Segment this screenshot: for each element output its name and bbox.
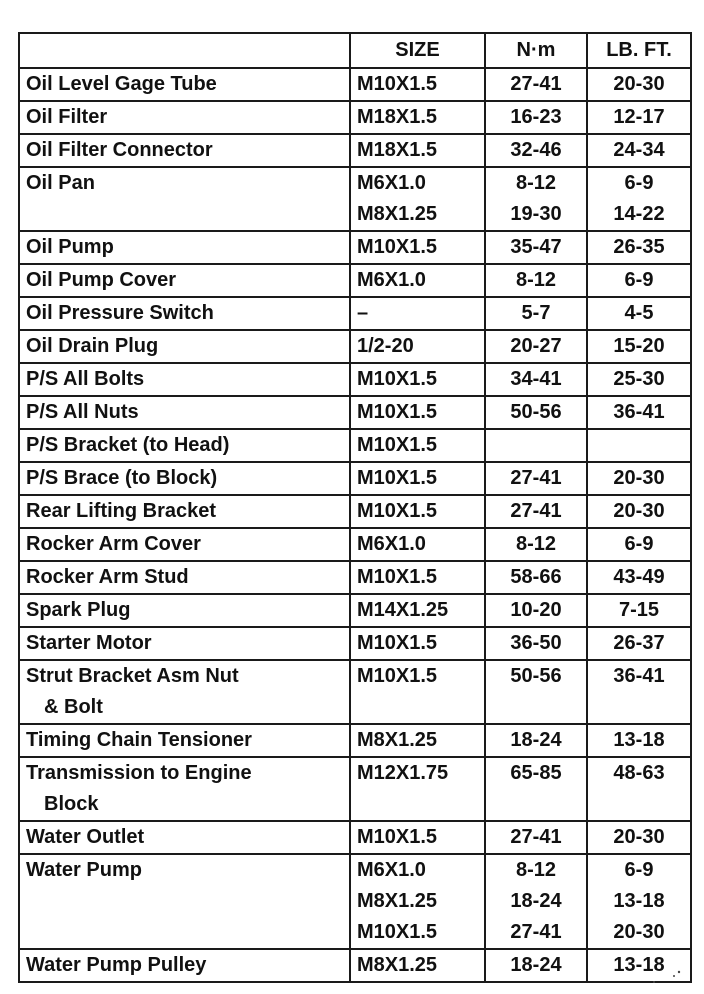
cell-component-line: Timing Chain Tensioner — [26, 729, 252, 751]
cell-lbft-line: 13-18 — [613, 954, 665, 976]
cell-size-line: M6X1.0 — [357, 533, 426, 555]
cell-nm — [485, 627, 587, 660]
cell-nm-line: 16-23 — [510, 106, 562, 128]
table-row — [19, 627, 691, 660]
cell-nm-line: 36-50 — [510, 632, 562, 654]
cell-nm-line: 10-20 — [510, 599, 562, 621]
cell-lbft-line: 20-30 — [613, 921, 665, 943]
cell-nm — [485, 528, 587, 561]
cell-size-line: M10X1.5 — [357, 665, 438, 687]
cell-lbft — [587, 167, 691, 231]
table-row — [19, 495, 691, 528]
cell-lbft — [587, 627, 691, 660]
table-row — [19, 429, 691, 462]
cell-lbft — [587, 429, 691, 462]
cell-nm-line: 18-24 — [510, 729, 562, 751]
cell-size-line: M10X1.5 — [357, 401, 438, 423]
cell-size — [350, 949, 485, 982]
cell-size-line: 1/2-20 — [357, 335, 414, 357]
cell-component-line: Oil Pressure Switch — [26, 302, 214, 324]
cell-lbft — [587, 462, 691, 495]
cell-nm-line: 50-56 — [510, 401, 562, 423]
cell-size-line: M10X1.5 — [357, 236, 438, 258]
cell-size — [350, 167, 485, 231]
cell-lbft — [587, 363, 691, 396]
cell-nm — [485, 231, 587, 264]
cell-lbft-line: 43-49 — [613, 566, 665, 588]
cell-lbft-line: 7-15 — [618, 599, 660, 621]
cell-size — [350, 495, 485, 528]
cell-component-line: Oil Filter — [26, 106, 108, 128]
cell-size-line: M10X1.5 — [357, 368, 438, 390]
cell-size-line: M14X1.25 — [357, 599, 449, 621]
cell-component-line: P/S Bracket (to Head) — [26, 434, 230, 456]
cell-size — [350, 134, 485, 167]
cell-nm-line: 18-24 — [510, 890, 562, 912]
cell-component-line: Strut Bracket Asm Nut — [26, 665, 239, 687]
cell-component — [19, 134, 350, 167]
cell-lbft-line: 6-9 — [624, 269, 654, 291]
cell-nm-line: 8-12 — [515, 172, 557, 194]
cell-nm-line: 8-12 — [515, 269, 557, 291]
cell-size — [350, 724, 485, 757]
cell-size-line: M10X1.5 — [357, 566, 438, 588]
cell-size — [350, 854, 485, 949]
table-row — [19, 264, 691, 297]
table-row — [19, 462, 691, 495]
cell-nm-line: 5-7 — [521, 302, 551, 324]
table-row — [19, 363, 691, 396]
cell-lbft-line: 26-37 — [613, 632, 665, 654]
cell-size — [350, 231, 485, 264]
cell-lbft-line: 20-30 — [613, 467, 665, 489]
cell-component-line: Rear Lifting Bracket — [26, 500, 217, 522]
cell-size — [350, 429, 485, 462]
table-row — [19, 528, 691, 561]
cell-nm-line: 65-85 — [510, 762, 562, 784]
cell-nm — [485, 330, 587, 363]
cell-component — [19, 68, 350, 101]
cell-nm-line: 34-41 — [510, 368, 562, 390]
cell-size-line: M8X1.25 — [357, 203, 438, 225]
cell-nm-line: 50-56 — [510, 665, 562, 687]
cell-lbft — [587, 330, 691, 363]
cell-nm-line: 19-30 — [510, 203, 562, 225]
cell-size — [350, 528, 485, 561]
cell-lbft-line: 20-30 — [613, 826, 665, 848]
cell-size-line: M8X1.25 — [357, 729, 438, 751]
cell-component-line: Block — [44, 793, 99, 815]
cell-lbft — [587, 68, 691, 101]
cell-nm-line: 58-66 — [510, 566, 562, 588]
cell-size — [350, 627, 485, 660]
cell-nm — [485, 594, 587, 627]
cell-component — [19, 363, 350, 396]
cell-component — [19, 101, 350, 134]
cell-lbft — [587, 724, 691, 757]
cell-component-line: Oil Level Gage Tube — [26, 73, 217, 95]
cell-size — [350, 594, 485, 627]
cell-nm-line: 20-27 — [510, 335, 562, 357]
cell-nm-line: 8-12 — [515, 859, 557, 881]
table-row — [19, 134, 691, 167]
cell-lbft — [587, 495, 691, 528]
cell-lbft-line: 26-35 — [613, 236, 665, 258]
cell-component-line: Rocker Arm Cover — [26, 533, 201, 555]
cell-size — [350, 462, 485, 495]
cell-size — [350, 363, 485, 396]
cell-lbft-line: 14-22 — [613, 203, 665, 225]
cell-size-line: M10X1.5 — [357, 632, 438, 654]
cell-nm — [485, 134, 587, 167]
table-row — [19, 757, 691, 821]
cell-lbft-line: 6-9 — [624, 859, 654, 881]
header-lbft: LB. FT. — [587, 33, 691, 68]
cell-lbft — [587, 854, 691, 949]
cell-size-line: M10X1.5 — [357, 434, 438, 456]
cell-component — [19, 330, 350, 363]
cell-lbft-line: 20-30 — [613, 73, 665, 95]
cell-size-line: M8X1.25 — [357, 890, 438, 912]
cell-lbft-line: 13-18 — [613, 890, 665, 912]
cell-lbft-line: 20-30 — [613, 500, 665, 522]
cell-nm — [485, 429, 587, 462]
cell-nm — [485, 167, 587, 231]
cell-lbft-line: 48-63 — [613, 762, 665, 784]
header-component — [19, 33, 350, 68]
cell-lbft — [587, 264, 691, 297]
table-row — [19, 821, 691, 854]
table-row — [19, 68, 691, 101]
cell-lbft — [587, 757, 691, 821]
cell-nm-line: 27-41 — [510, 921, 562, 943]
cell-nm-line: 35-47 — [510, 236, 562, 258]
cell-lbft-line: 13-18 — [613, 729, 665, 751]
cell-size-line: M8X1.25 — [357, 954, 438, 976]
cell-nm — [485, 949, 587, 982]
cell-size-line: – — [357, 302, 369, 324]
table-row — [19, 396, 691, 429]
cell-lbft — [587, 134, 691, 167]
cell-nm — [485, 854, 587, 949]
cell-nm-line: 27-41 — [510, 500, 562, 522]
cell-size — [350, 396, 485, 429]
cell-component — [19, 429, 350, 462]
cell-component-line: & Bolt — [44, 696, 103, 718]
cell-size-line: M10X1.5 — [357, 826, 438, 848]
cell-size — [350, 68, 485, 101]
cell-component-line: Oil Pump Cover — [26, 269, 177, 291]
cell-lbft-line: 6-9 — [624, 533, 654, 555]
table-row — [19, 101, 691, 134]
cell-component — [19, 297, 350, 330]
cell-component — [19, 528, 350, 561]
cell-component-line: Spark Plug — [26, 599, 131, 621]
cell-component — [19, 264, 350, 297]
cell-component — [19, 594, 350, 627]
cell-size-line: M6X1.0 — [357, 269, 426, 291]
cell-component-line: Oil Pan — [26, 172, 95, 194]
cell-size — [350, 297, 485, 330]
cell-lbft-line: 15-20 — [613, 335, 665, 357]
cell-component — [19, 627, 350, 660]
cell-lbft-line: 36-41 — [613, 401, 665, 423]
cell-component-line: Oil Pump — [26, 236, 114, 258]
cell-component — [19, 660, 350, 724]
scan-specks — [648, 966, 688, 986]
cell-component — [19, 757, 350, 821]
cell-nm-line: 27-41 — [510, 73, 562, 95]
cell-lbft — [587, 297, 691, 330]
cell-lbft-line — [594, 692, 684, 723]
cell-nm — [485, 757, 587, 821]
cell-lbft — [587, 660, 691, 724]
cell-nm — [485, 561, 587, 594]
table-body — [19, 68, 691, 982]
cell-nm — [485, 363, 587, 396]
cell-nm-line — [492, 692, 580, 723]
cell-nm-line: 27-41 — [510, 826, 562, 848]
cell-component-line — [26, 886, 343, 917]
cell-component-line: Oil Drain Plug — [26, 335, 159, 357]
cell-size — [350, 821, 485, 854]
cell-component-line — [26, 917, 343, 948]
table-row — [19, 660, 691, 724]
cell-component-line: Oil Filter Connector — [26, 139, 213, 161]
cell-lbft — [587, 231, 691, 264]
header-size: SIZE — [350, 33, 485, 68]
cell-component — [19, 167, 350, 231]
cell-component — [19, 396, 350, 429]
table-row — [19, 297, 691, 330]
cell-lbft — [587, 561, 691, 594]
cell-nm — [485, 495, 587, 528]
cell-component-line: Starter Motor — [26, 632, 152, 654]
cell-size-line: M10X1.5 — [357, 73, 438, 95]
cell-size-line: M18X1.5 — [357, 139, 438, 161]
cell-nm-line: 18-24 — [510, 954, 562, 976]
cell-component — [19, 854, 350, 949]
table-row — [19, 854, 691, 949]
table-row — [19, 167, 691, 231]
cell-lbft-line: 36-41 — [613, 665, 665, 687]
cell-lbft — [587, 101, 691, 134]
cell-component-line: Rocker Arm Stud — [26, 566, 189, 588]
header-nm: N·m — [485, 33, 587, 68]
cell-nm — [485, 660, 587, 724]
cell-nm — [485, 101, 587, 134]
cell-size — [350, 264, 485, 297]
cell-lbft — [587, 594, 691, 627]
table-row — [19, 724, 691, 757]
cell-size — [350, 561, 485, 594]
cell-nm — [485, 396, 587, 429]
cell-component — [19, 561, 350, 594]
cell-size-line: M10X1.5 — [357, 500, 438, 522]
cell-nm — [485, 68, 587, 101]
cell-lbft — [587, 821, 691, 854]
cell-lbft-line — [594, 430, 684, 461]
cell-size — [350, 660, 485, 724]
cell-component — [19, 724, 350, 757]
cell-size-line: M12X1.75 — [357, 762, 449, 784]
cell-nm — [485, 264, 587, 297]
table-row — [19, 561, 691, 594]
table-row — [19, 594, 691, 627]
header-row — [19, 33, 691, 68]
cell-size — [350, 757, 485, 821]
cell-nm — [485, 724, 587, 757]
cell-lbft-line: 6-9 — [624, 172, 654, 194]
cell-component-line: Water Pump Pulley — [26, 954, 207, 976]
cell-nm-line — [492, 430, 580, 461]
cell-lbft-line: 25-30 — [613, 368, 665, 390]
cell-size-line — [357, 692, 478, 723]
cell-size-line: M18X1.5 — [357, 106, 438, 128]
cell-component-line: P/S All Nuts — [26, 401, 139, 423]
table-row — [19, 231, 691, 264]
cell-lbft-line: 12-17 — [613, 106, 665, 128]
cell-component-line: P/S All Bolts — [26, 368, 145, 390]
cell-nm — [485, 821, 587, 854]
cell-lbft-line: 24-34 — [613, 139, 665, 161]
cell-component-line: Water Outlet — [26, 826, 145, 848]
cell-size — [350, 101, 485, 134]
cell-component-line: Water Pump — [26, 859, 142, 881]
cell-component — [19, 231, 350, 264]
cell-size-line: M10X1.5 — [357, 467, 438, 489]
cell-nm-line: 8-12 — [515, 533, 557, 555]
cell-component — [19, 821, 350, 854]
cell-component — [19, 495, 350, 528]
table-row — [19, 330, 691, 363]
cell-component-line: P/S Brace (to Block) — [26, 467, 218, 489]
cell-component-line — [26, 199, 343, 230]
cell-size-line: M6X1.0 — [357, 172, 426, 194]
cell-nm-line — [492, 789, 580, 820]
cell-lbft — [587, 396, 691, 429]
cell-lbft-line — [594, 789, 684, 820]
cell-component-line: Transmission to Engine — [26, 762, 252, 784]
table-row — [19, 949, 691, 982]
cell-nm — [485, 462, 587, 495]
cell-size — [350, 330, 485, 363]
cell-nm — [485, 297, 587, 330]
cell-size-line: M6X1.0 — [357, 859, 426, 881]
cell-nm-line: 32-46 — [510, 139, 562, 161]
cell-nm-line: 27-41 — [510, 467, 562, 489]
cell-size-line: M10X1.5 — [357, 921, 438, 943]
cell-component — [19, 949, 350, 982]
cell-size-line — [357, 789, 478, 820]
cell-lbft-line: 4-5 — [624, 302, 654, 324]
torque-spec-table — [18, 32, 692, 983]
cell-lbft — [587, 528, 691, 561]
cell-component — [19, 462, 350, 495]
